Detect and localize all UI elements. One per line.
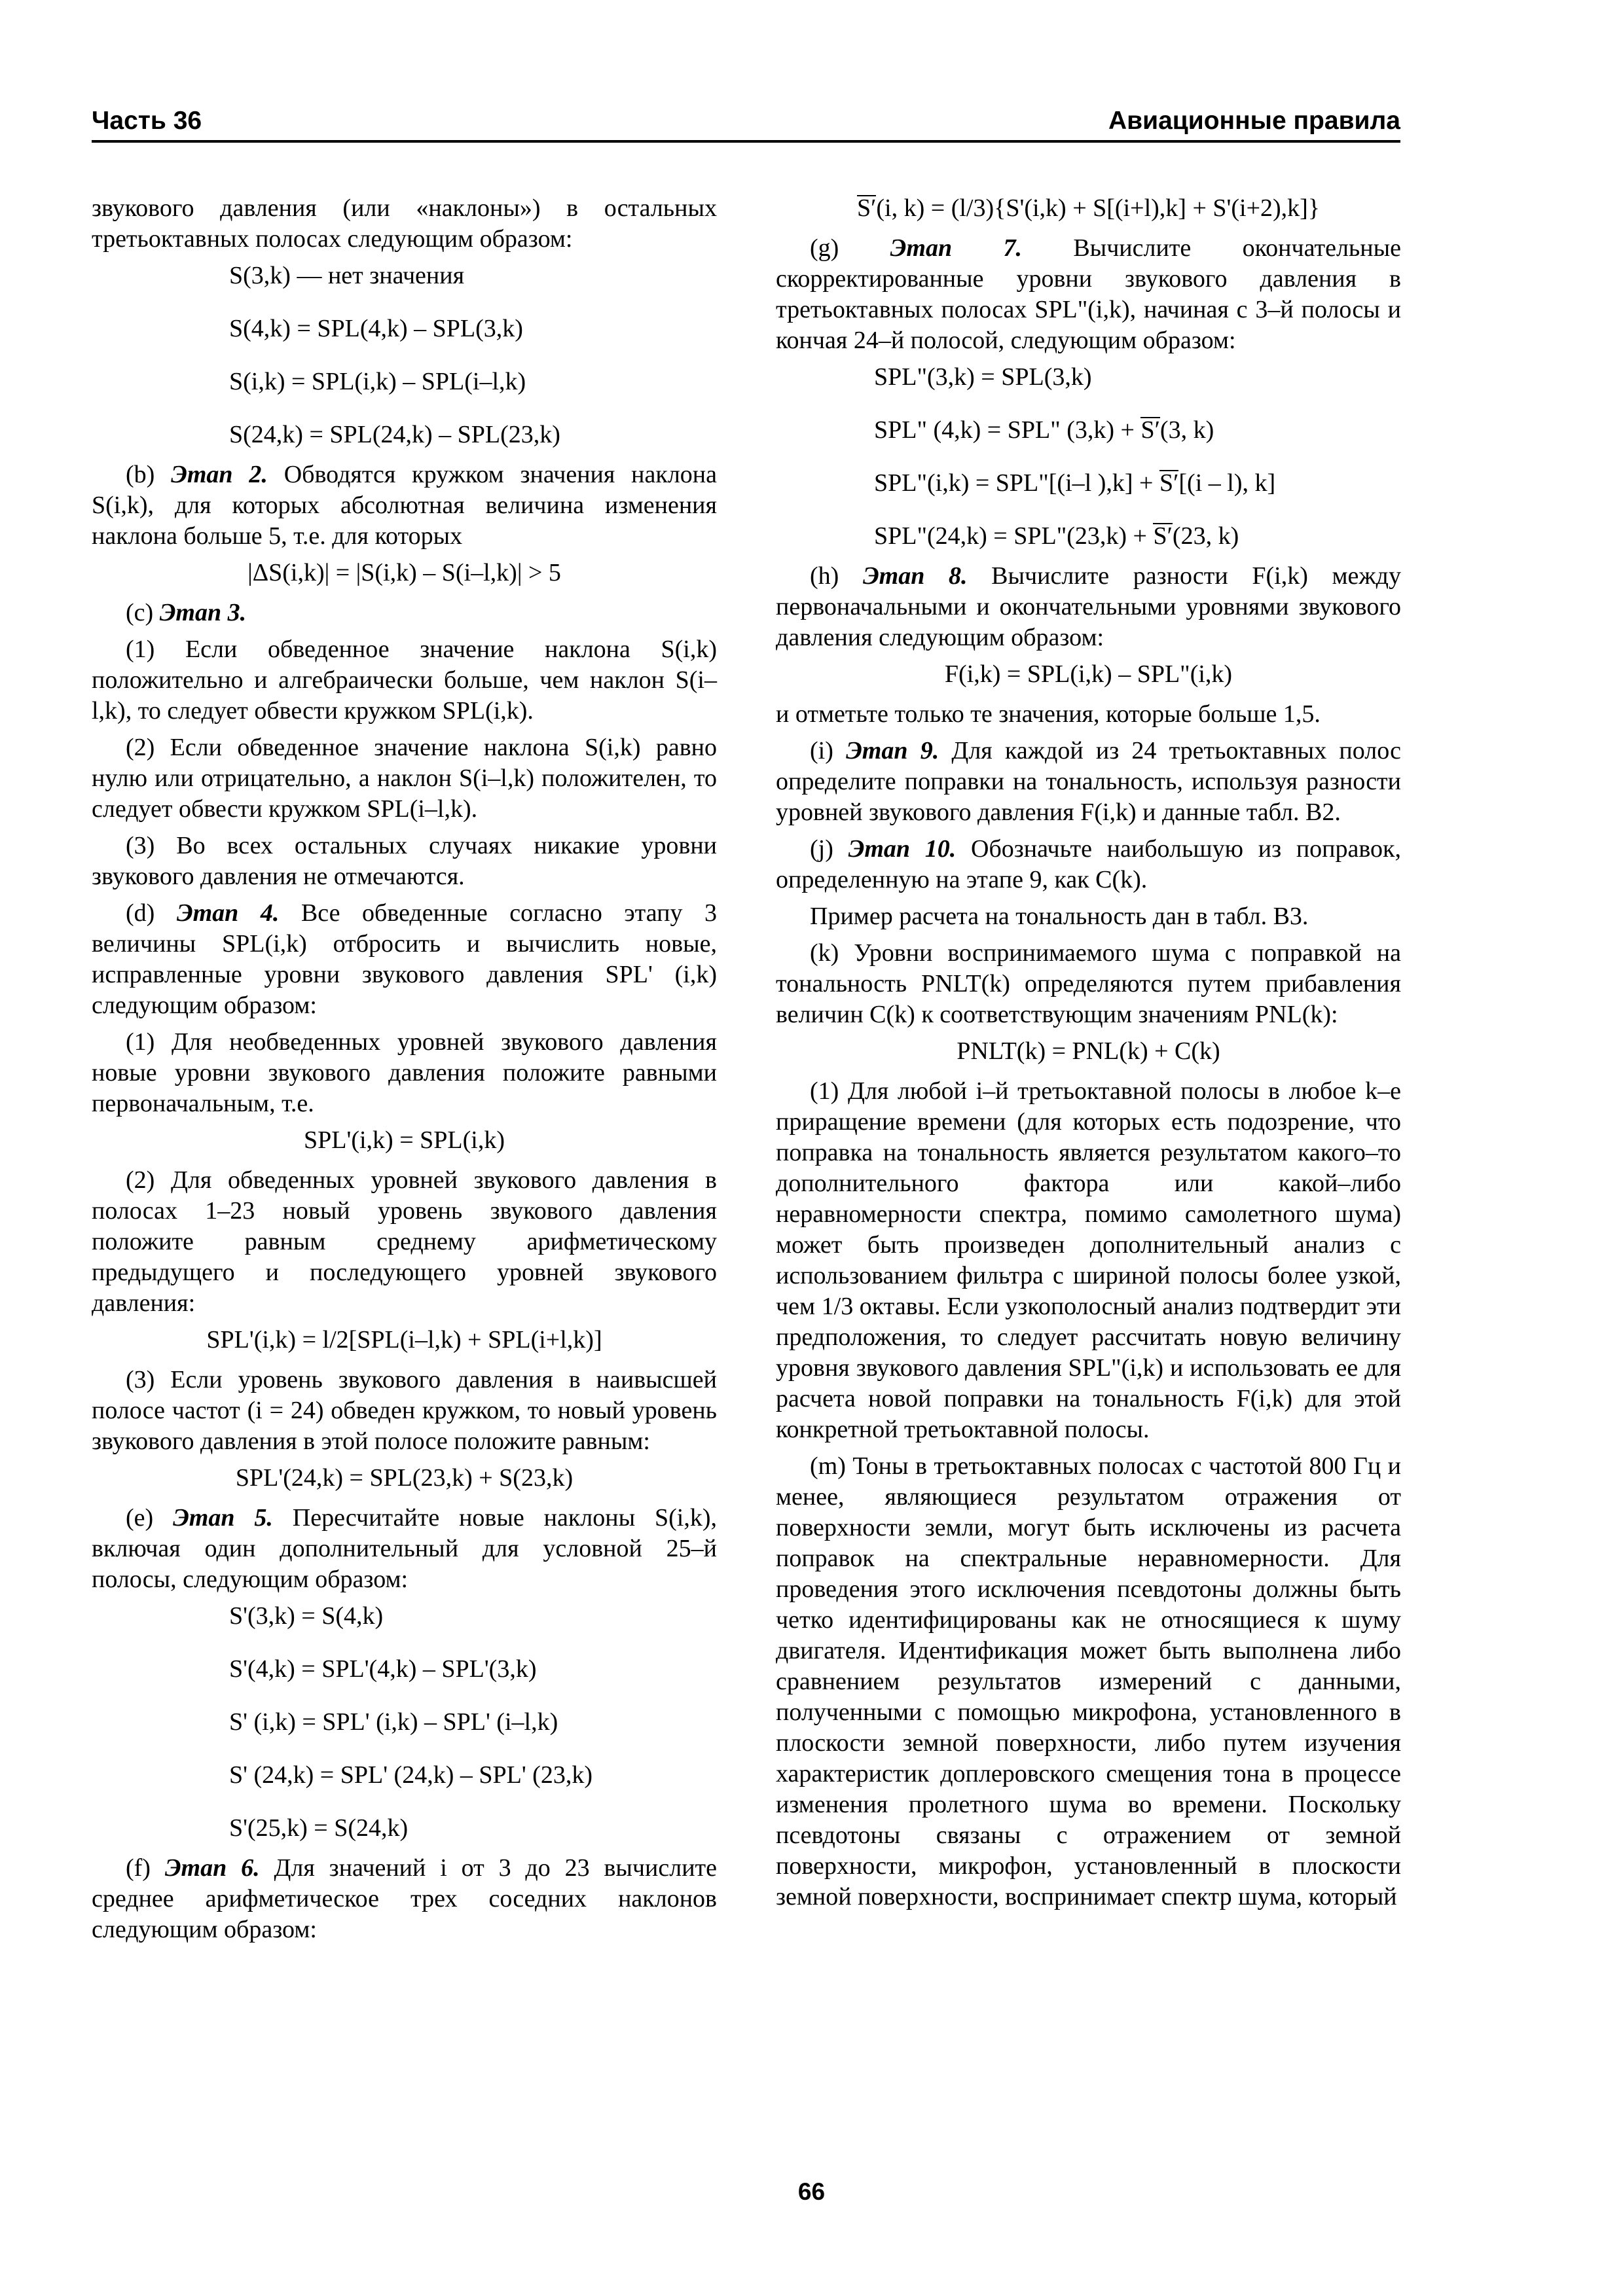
stage-label: Этап 9. bbox=[846, 737, 939, 764]
paragraph-stage-8 bbox=[776, 561, 1401, 653]
formula: PNLT(k) = PNL(k) + C(k) bbox=[957, 1037, 1220, 1065]
header-title: Авиационные правила bbox=[1108, 107, 1400, 135]
paragraph-stage-2 bbox=[92, 459, 717, 552]
formula-text: SPL"(24,k) = SPL"(23,k) + bbox=[874, 522, 1154, 550]
item-label: (g) bbox=[810, 234, 839, 262]
paragraph: (2) Если обведенное значение наклона S(i,k) равно нулю или отрицательно, а наклон S(i–l,k) положителен, то следует обвести кружком SPL(i–l,k). bbox=[92, 734, 717, 823]
formula-text: SPL" (4,k) = SPL" (3,k) + bbox=[874, 416, 1141, 444]
page-number: 66 bbox=[797, 2178, 826, 2205]
paragraph: Пример расчета на тональность дан в табл. В3. bbox=[810, 903, 1309, 930]
item-label: (d) bbox=[126, 899, 155, 927]
stage-label: Этап 10. bbox=[848, 835, 957, 863]
paragraph-text: Для значений i от 3 до 23 вычислите среднее арифметическое трех соседних наклонов следующим образом: bbox=[92, 1854, 718, 1943]
item-label: (h) bbox=[810, 562, 839, 590]
overlined-symbol: S′ bbox=[856, 194, 877, 222]
formula: SPL'(i,k) = l/2[SPL(i–l,k) + SPL(i+l,k)] bbox=[206, 1326, 602, 1354]
formula: F(i,k) = SPL(i,k) – SPL"(i,k) bbox=[944, 660, 1233, 688]
formula: |ΔS(i,k)| = |S(i,k) – S(i–l,k)| > 5 bbox=[247, 559, 561, 586]
paragraph-text: Обозначьте наибольшую из поправок, определенную на этапе 9, как C(k). bbox=[776, 835, 1401, 893]
overlined-symbol: S′ bbox=[1140, 416, 1160, 444]
item-label: (i) bbox=[810, 737, 833, 764]
formula: S(i,k) = SPL(i,k) – SPL(i–l,k) bbox=[229, 368, 526, 395]
paragraph: (2) Для обведенных уровней звукового давления в полосах 1–23 новый уровень звукового давления положите равным среднему арифметическому предыдущего и последующего уровней звукового давления: bbox=[92, 1166, 717, 1317]
paragraph: (1) Для любой i–й третьоктавной полосы в любое k–е приращение времени (для которых есть подозрение, что поправка на тональность является результатом какого–то дополнительного фактора или какой–либо неравномерности спектра, помимо самолетного шума) может быть произведен дополнительный анализ с использованием фильтра с шириной полосы более узкой, чем 1/3 октавы. Если узкополосный анализ подтвердит эти предположения, то следует рассчитать новую величину уровня звукового давления SPL"(i,k) и использовать ее для расчета новой поправки на тональность F(i,k) для этой конкретной третьоктавной полосы. bbox=[776, 1077, 1401, 1443]
formula-averaged-slope bbox=[776, 193, 1401, 224]
paragraph: (3) Во всех остальных случаях никакие уровни звукового давления не отмечаются. bbox=[92, 832, 717, 890]
paragraph-text: Для каждой из 24 третьоктавных полос определите поправки на тональность, используя разности уровней звукового давления F(i,k) и данные табл. В2. bbox=[776, 737, 1402, 826]
paragraph-text: Вычислите разности F(i,k) между первоначальными и окончательными уровнями звукового давления следующим образом: bbox=[776, 562, 1401, 651]
paragraph: (1) Для необведенных уровней звукового давления новые уровни звукового давления положите равными первоначальным, т.е. bbox=[92, 1028, 717, 1117]
paragraph-text: Вычислите окончательные скорректированные уровни звукового давления в третьоктавных полосах SPL"(i,k), начиная с 3–й полосы и кончая 24–й полосой, следующим образом: bbox=[776, 234, 1401, 354]
stage-label: Этап 3. bbox=[159, 599, 247, 626]
paragraph-stage-5 bbox=[92, 1503, 717, 1595]
stage-label: Этап 4. bbox=[176, 899, 280, 927]
paragraph: (3) Если уровень звукового давления в наивысшей полосе частот (i = 24) обведен кружком, то новый уровень звукового давления в этой полосе положите равным: bbox=[92, 1366, 717, 1455]
formula-text: (3, k) bbox=[1159, 416, 1214, 444]
item-label: (j) bbox=[810, 835, 833, 863]
paragraph-text: Обводятся кружком значения наклона S(i,k), для которых абсолютная величина изменения наклона больше 5, т.е. для которых bbox=[92, 461, 717, 550]
paragraph: звукового давления (или «наклоны») в остальных третьоктавных полосах следующим образом: bbox=[92, 194, 717, 253]
stage-label: Этап 5. bbox=[173, 1504, 273, 1532]
paragraph: (1) Если обведенное значение наклона S(i,k) положительно и алгебраически больше, чем наклон S(i–l,k), то следует обвести кружком SPL(i,k). bbox=[92, 636, 717, 725]
paragraph: (k) Уровни воспринимаемого шума с поправкой на тональность PNLT(k) определяются путем прибавления величин C(k) к соответствующим значениям PNL(k): bbox=[776, 939, 1401, 1028]
formula-text: [(i – l), k] bbox=[1178, 469, 1276, 497]
left-column bbox=[92, 193, 717, 1951]
right-column bbox=[776, 193, 1401, 1918]
formula bbox=[776, 521, 1401, 552]
formula: S' (i,k) = SPL' (i,k) – SPL' (i–l,k) bbox=[229, 1708, 558, 1736]
paragraph: и отметьте только те значения, которые больше 1,5. bbox=[776, 700, 1321, 728]
item-label: (c) bbox=[126, 599, 154, 626]
formula bbox=[776, 468, 1401, 499]
paragraph-text: Пересчитайте новые наклоны S(i,k), включая один дополнительный для условной 25–й полосы, следующим образом: bbox=[92, 1504, 718, 1593]
stage-label: Этап 7. bbox=[890, 234, 1022, 262]
formula: SPL'(24,k) = SPL(23,k) + S(23,k) bbox=[235, 1464, 574, 1492]
overlined-symbol: S′ bbox=[1159, 469, 1179, 497]
formula: S(4,k) = SPL(4,k) – SPL(3,k) bbox=[229, 315, 523, 342]
formula: S'(25,k) = S(24,k) bbox=[229, 1814, 409, 1842]
item-label: (f) bbox=[126, 1854, 151, 1882]
formula: SPL"(3,k) = SPL(3,k) bbox=[874, 363, 1092, 391]
paragraph-text: Все обведенные согласно этапу 3 величины SPL(i,k) отбросить и вычислить новые, исправленные уровни звукового давления SPL' (i,k) следующим образом: bbox=[92, 899, 718, 1019]
paragraph-stage-3 bbox=[92, 598, 717, 628]
paragraph-stage-10 bbox=[776, 834, 1401, 895]
stage-label: Этап 6. bbox=[164, 1854, 260, 1882]
paragraph: (m) Тоны в третьоктавных полосах с частотой 800 Гц и менее, являющиеся результатом отражения от поверхности земли, могут быть исключены из расчета поправок на спектральные неравномерности. Для проведения этого исключения псевдотоны должны быть четко идентифицированы как не относящиеся к шуму двигателя. Идентификация может быть выполнена либо сравнением результатов измерений с данными, полученными с помощью микрофона, установленного в плоскости земной поверхности, либо путем изучения характеристик доплеровского смещения тона в процессе изменения пролетного шума во времени. Поскольку псевдотоны связаны с отражением от земной поверхности, микрофон, установленный в плоскости земной поверхности, воспринимает спектр шума, который bbox=[776, 1452, 1401, 1910]
formula: S(24,k) = SPL(24,k) – SPL(23,k) bbox=[229, 421, 560, 448]
header-rule bbox=[92, 140, 1400, 143]
stage-label: Этап 8. bbox=[862, 562, 968, 590]
formula: S(3,k) — нет значения bbox=[229, 262, 465, 289]
formula bbox=[776, 415, 1401, 446]
paragraph-stage-7 bbox=[776, 233, 1401, 356]
item-label: (e) bbox=[126, 1504, 154, 1532]
formula: S' (24,k) = SPL' (24,k) – SPL' (23,k) bbox=[229, 1761, 593, 1789]
formula-text: (23, k) bbox=[1172, 522, 1239, 550]
formula-text: (i, k) = (l/3){S'(i,k) + S[(i+l),k] + S'(i+2),k]} bbox=[876, 194, 1321, 222]
stage-label: Этап 2. bbox=[171, 461, 268, 488]
paragraph-stage-9 bbox=[776, 736, 1401, 828]
formula-text: SPL"(i,k) = SPL"[(i–l ),k] + bbox=[874, 469, 1159, 497]
formula: S'(3,k) = S(4,k) bbox=[229, 1602, 384, 1630]
overlined-symbol: S′ bbox=[1153, 522, 1173, 550]
formula: S'(4,k) = SPL'(4,k) – SPL'(3,k) bbox=[229, 1655, 537, 1683]
header-part-label: Часть 36 bbox=[92, 107, 202, 135]
paragraph-stage-6 bbox=[92, 1853, 717, 1945]
paragraph-stage-4 bbox=[92, 898, 717, 1021]
formula: SPL'(i,k) = SPL(i,k) bbox=[304, 1126, 505, 1154]
item-label: (b) bbox=[126, 461, 155, 488]
